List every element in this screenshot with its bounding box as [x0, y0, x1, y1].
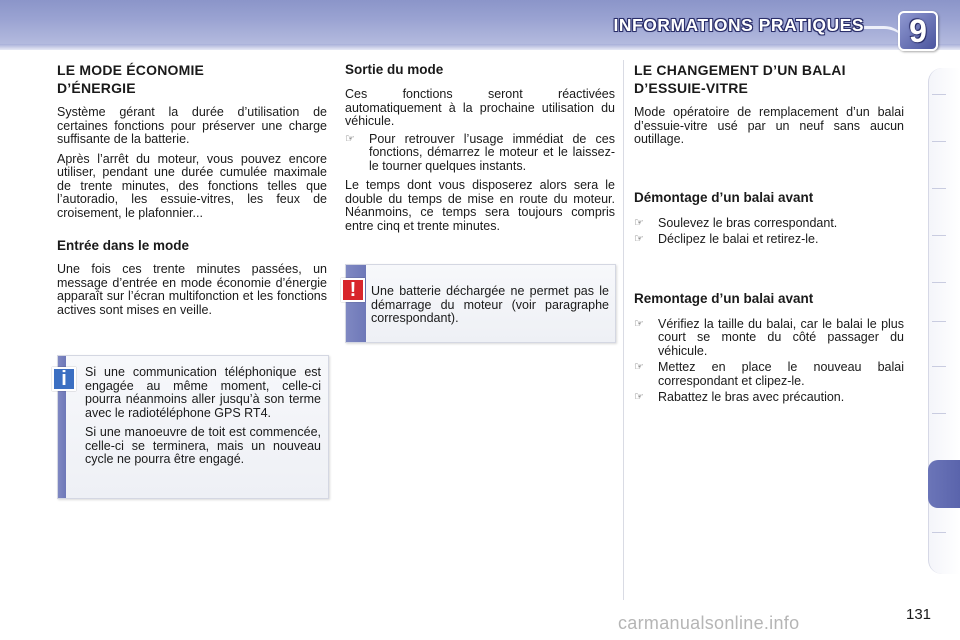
- info-note-text: [85, 366, 321, 467]
- pointer-icon: ☞: [634, 233, 644, 245]
- middle-column: [345, 61, 615, 233]
- pointer-icon: ☞: [634, 361, 644, 373]
- warning-icon: !: [341, 278, 365, 302]
- paragraph: Ces fonctions seront réactivées automatiquement à la prochaine utilisation du véhicule.: [345, 87, 615, 128]
- left-column: [57, 61, 327, 317]
- heading-refit: Remontage d’un balai avant: [634, 290, 814, 306]
- paragraph: Après l’arrêt du moteur, vous pouvez encore utiliser, pendant une durée cumulée maximale de trente minutes, des fonctions telles que l’autoradio, les essuie-vitres, les feux de croisement, le plafonnier...: [57, 151, 327, 220]
- pointer-icon: ☞: [634, 391, 644, 403]
- bullet-text: Soulevez le bras correspondant.: [658, 215, 838, 230]
- pointer-icon: ☞: [634, 216, 644, 229]
- chapter-number: 9: [909, 12, 927, 49]
- bullet-item: [634, 318, 904, 359]
- pointer-icon: ☞: [634, 317, 644, 330]
- heading-exit-mode: Sortie du mode: [345, 62, 444, 77]
- tab-divider: [932, 141, 946, 142]
- paragraph: Mode opératoire de remplacement d’un balai d’essuie-vitre usé par un neuf sans aucun outillage.: [634, 105, 904, 146]
- chapter-badge: [898, 11, 938, 51]
- tab-divider: [932, 235, 946, 236]
- bullet-text: Pour retrouver l’usage immédiat de ces fonctions, démarrez le moteur et le laissez-le tourner quelques instants.: [369, 131, 615, 173]
- section-title: INFORMATIONS PRATIQUES: [613, 15, 864, 35]
- paragraph: Système gérant la durée d’utilisation de certaines fonctions pour préserver une charge suffisante de la batterie.: [57, 105, 327, 146]
- bullet-item: [634, 391, 904, 405]
- bullet-text: Vérifiez la taille du balai, car le balai le plus court se monte du côté passager du véhicule.: [658, 316, 904, 358]
- paragraph: Une fois ces trente minutes passées, un message d’entrée en mode économie d’énergie apparaît sur l’écran multifonction et les fonctions actives sont mises en veille.: [57, 262, 327, 317]
- paragraph: Si une communication téléphonique est engagée au même moment, celle-ci pourra néanmoins aller jusqu’à son terme avec le radiotéléphone GPS RT4.: [85, 365, 321, 420]
- tab-divider: [932, 532, 946, 533]
- heading-removal: Démontage d’un balai avant: [634, 189, 814, 205]
- bullet-item: [345, 133, 615, 174]
- heading-wiper-change: LE CHANGEMENT D’UN BALAI D’ESSUIE-VITRE: [634, 62, 846, 96]
- bullet-text: Rabattez le bras avec précaution.: [658, 390, 845, 404]
- paragraph: Si une manoeuvre de toit est commencée, celle-ci se terminera, mais un nouveau cycle ne pourra être engagé.: [85, 425, 321, 466]
- tab-divider: [932, 94, 946, 95]
- warning-note-text: Une batterie déchargée ne permet pas le démarrage du moteur (voir paragraphe correspondant).: [371, 284, 609, 325]
- tab-divider: [932, 413, 946, 414]
- bullet-text: Déclipez le balai et retirez-le.: [658, 232, 819, 246]
- heading-economy-mode: LE MODE ÉCONOMIE D’ÉNERGIE: [57, 62, 205, 96]
- tab-divider: [932, 321, 946, 322]
- right-column: [634, 61, 904, 405]
- pointer-icon: ☞: [345, 132, 355, 145]
- bullet-item: [634, 233, 904, 247]
- tab-divider: [932, 188, 946, 189]
- removal-steps: [634, 217, 904, 247]
- refit-steps: [634, 318, 904, 405]
- column-divider: [623, 60, 624, 600]
- bullet-text: Mettez en place le nouveau balai correspondant et clipez-le.: [658, 360, 904, 388]
- note-accent-bar: [346, 265, 366, 342]
- header-shadow: [0, 44, 960, 50]
- bullet-item: [634, 361, 904, 388]
- page-number: 131: [906, 606, 932, 623]
- tab-divider: [932, 282, 946, 283]
- bullet-item: [634, 217, 904, 231]
- tab-divider: [932, 366, 946, 367]
- tab-active-chapter[interactable]: [928, 460, 960, 508]
- watermark: carmanualsonline.info: [618, 613, 800, 633]
- paragraph: Le temps dont vous disposerez alors sera le double du temps de mise en route du moteur. Néanmoins, ce temps sera toujours compris entre cinq et trente minutes.: [345, 178, 615, 233]
- heading-entry-mode: Entrée dans le mode: [57, 238, 190, 253]
- info-icon: i: [52, 367, 76, 391]
